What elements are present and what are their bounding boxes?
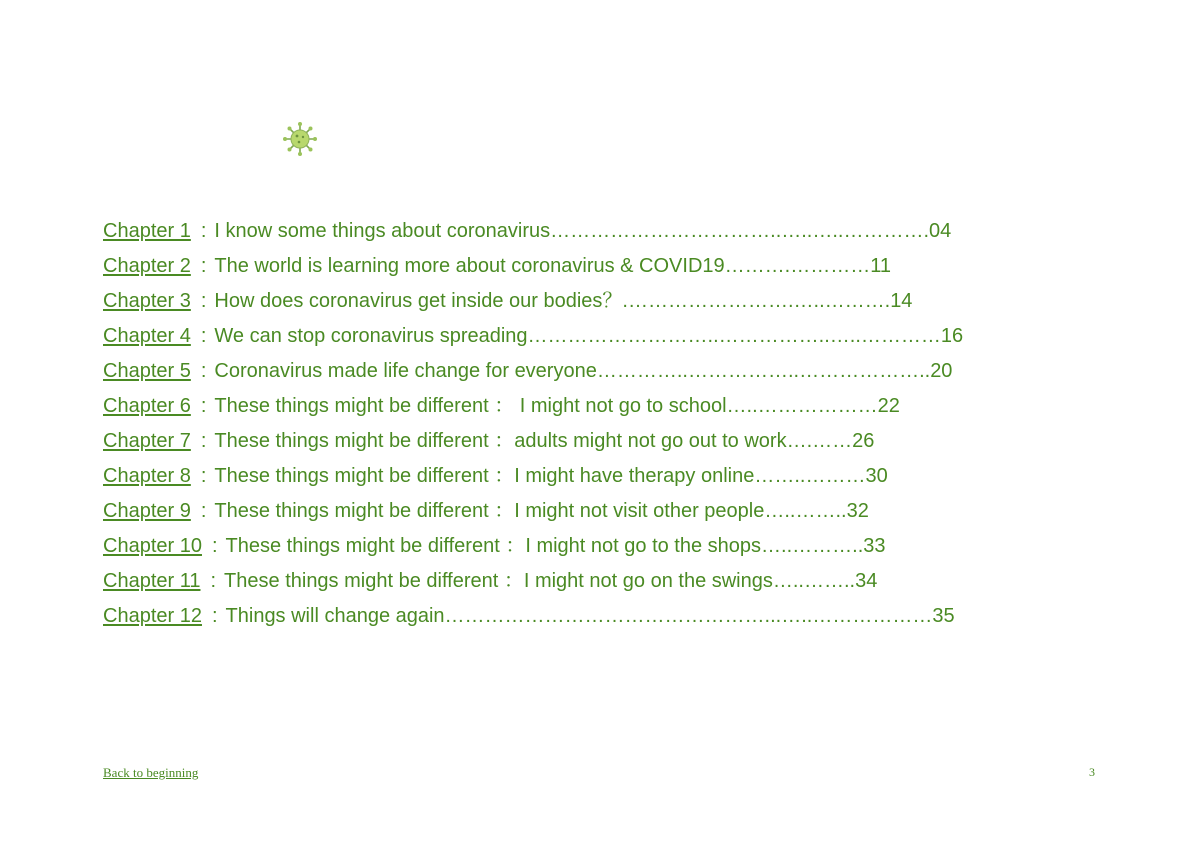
toc-separator: : [200,290,207,312]
toc-page-number: 22 [877,395,900,417]
toc-title: Things will change again…………………………………………...…..……………… [225,605,933,627]
toc-page-number: 16 [940,325,964,347]
toc-separator: : [211,535,218,557]
page-number: 3 [1089,765,1095,779]
toc-separator: : [200,360,207,382]
toc-page-number: 35 [932,605,955,627]
toc-separator: : [200,255,207,277]
toc-title: These things might be different ：adults might not go out to work….…… [214,430,853,452]
toc-title: I know some things about coronavirus……………………………..…..…..…………. [214,220,930,242]
chapter-link[interactable]: Chapter 8 [103,465,191,487]
toc-entry [103,426,923,461]
toc-entry [103,391,923,426]
toc-page-number: 34 [855,570,878,592]
chapter-link[interactable]: Chapter 10 [103,535,202,557]
toc-title: How does coronavirus get inside our bodies？.…………………….…..………. [214,290,891,312]
chapter-link[interactable]: Chapter 3 [103,290,191,312]
toc-page-number: 30 [865,465,888,487]
toc-page-number: 20 [930,360,953,382]
toc-title: We can stop coronavirus spreading………………………..……………..…..………… [214,325,941,347]
toc-page-number: 11 [870,255,891,277]
toc-entry [103,461,923,496]
chapter-link[interactable]: Chapter 6 [103,395,191,417]
toc-page-number: 33 [863,535,886,557]
chapter-link[interactable]: Chapter 5 [103,360,191,382]
toc-entry [103,216,952,251]
table-of-contents [103,216,964,636]
toc-title: The world is learning more about coronavirus & COVID19……….………… [214,255,871,277]
chapter-link[interactable]: Chapter 12 [103,605,202,627]
back-to-beginning-link[interactable]: Back to beginning [103,765,199,780]
toc-separator: : [200,465,207,487]
toc-entry [103,601,955,636]
toc-title: These things might be different ：I might not go to the shops…..……….. [225,535,864,557]
chapter-link[interactable]: Chapter 9 [103,500,191,522]
toc-separator: : [200,500,207,522]
toc-separator: : [200,430,207,452]
toc-title: These things might be different ：I might not visit other people…..…….. [214,500,847,522]
toc-entry [103,286,923,321]
toc-page-number: 14 [890,290,913,312]
toc-separator: : [210,570,217,592]
chapter-link[interactable]: Chapter 1 [103,220,191,242]
toc-separator: : [200,325,207,347]
toc-entry [103,356,953,391]
chapter-link[interactable]: Chapter 11 [103,570,201,592]
toc-entry [103,496,923,531]
chapter-link[interactable]: Chapter 4 [103,325,191,347]
toc-title: These things might be different ：I might not go on the swings…..…….. [224,570,856,592]
toc-title: Coronavirus made life change for everyone…………..……………..……………….. [214,360,931,382]
toc-page-number: 04 [929,220,952,242]
toc-title: These things might be different ： I might not go to school…..……………… [214,395,878,417]
toc-entry [103,321,964,356]
toc-separator: : [211,605,218,627]
toc-entry [103,531,923,566]
toc-entry [103,566,923,601]
toc-title: These things might be different ：I might have therapy online……..……… [214,465,866,487]
chapter-link[interactable]: Chapter 2 [103,255,191,277]
coronavirus-icon [283,122,317,156]
toc-page-number: 32 [846,500,869,522]
toc-page-number: 26 [852,430,875,452]
toc-separator: : [200,220,207,242]
chapter-link[interactable]: Chapter 7 [103,430,191,452]
toc-separator: : [200,395,207,417]
toc-entry [103,251,923,286]
